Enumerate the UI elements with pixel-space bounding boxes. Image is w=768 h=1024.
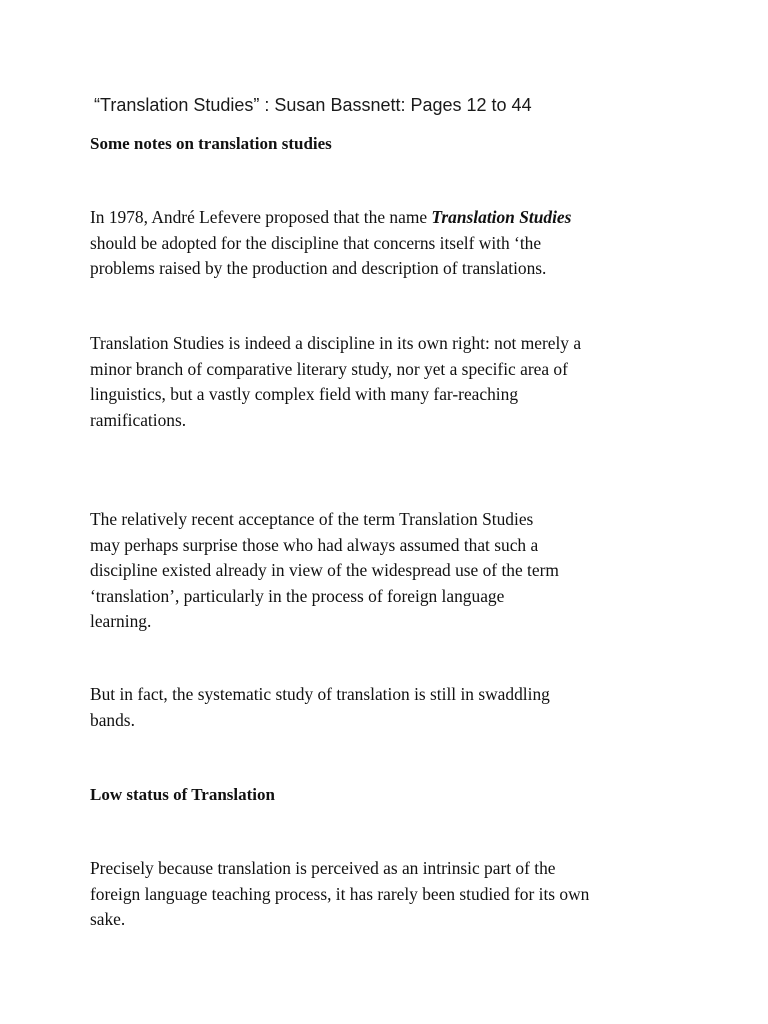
- text-run: In 1978, André Lefevere proposed that the name: [90, 207, 432, 227]
- section-heading-low-status: Low status of Translation: [90, 785, 275, 804]
- paragraph-line: ramifications.: [90, 409, 187, 430]
- paragraph-line: minor branch of comparative literary study, nor yet a specific area of: [90, 358, 568, 379]
- paragraph-line: discipline existed already in view of the widespread use of the term: [90, 560, 559, 581]
- document-title: “Translation Studies” : Susan Bassnett: Pages 12 to 44: [94, 95, 532, 115]
- paragraph-swaddling: [90, 682, 690, 733]
- paragraph-line: foreign language teaching process, it has rarely been studied for its own: [90, 883, 590, 904]
- paragraph-precisely: [90, 856, 690, 933]
- paragraph-line: But in fact, the systematic study of translation is still in swaddling: [90, 684, 550, 704]
- paragraph-line: bands.: [90, 709, 135, 730]
- section-heading-notes: Some notes on translation studies: [90, 134, 332, 153]
- paragraph-discipline: [90, 331, 690, 433]
- paragraph-line: may perhaps surprise those who had always assumed that such a: [90, 534, 539, 555]
- paragraph-line: linguistics, but a vastly complex field with many far-reaching: [90, 384, 519, 405]
- paragraph-line: sake.: [90, 909, 126, 930]
- paragraph-line: [90, 205, 690, 231]
- paragraph-line: ‘translation’, particularly in the process of foreign language: [90, 585, 505, 606]
- paragraph-line: learning.: [90, 611, 152, 632]
- paragraph-line: should be adopted for the discipline that concerns itself with ‘the: [90, 232, 542, 253]
- emphasized-term: Translation Studies: [431, 207, 572, 227]
- paragraph-line: The relatively recent acceptance of the term Translation Studies: [90, 509, 534, 529]
- paragraph-acceptance: [90, 507, 690, 635]
- paragraph-line: Translation Studies is indeed a discipline in its own right: not merely a: [90, 333, 582, 353]
- paragraph-line: problems raised by the production and description of translations.: [90, 258, 547, 279]
- paragraph-line: Precisely because translation is perceived as an intrinsic part of the: [90, 858, 556, 878]
- paragraph-lefevere: [90, 205, 690, 282]
